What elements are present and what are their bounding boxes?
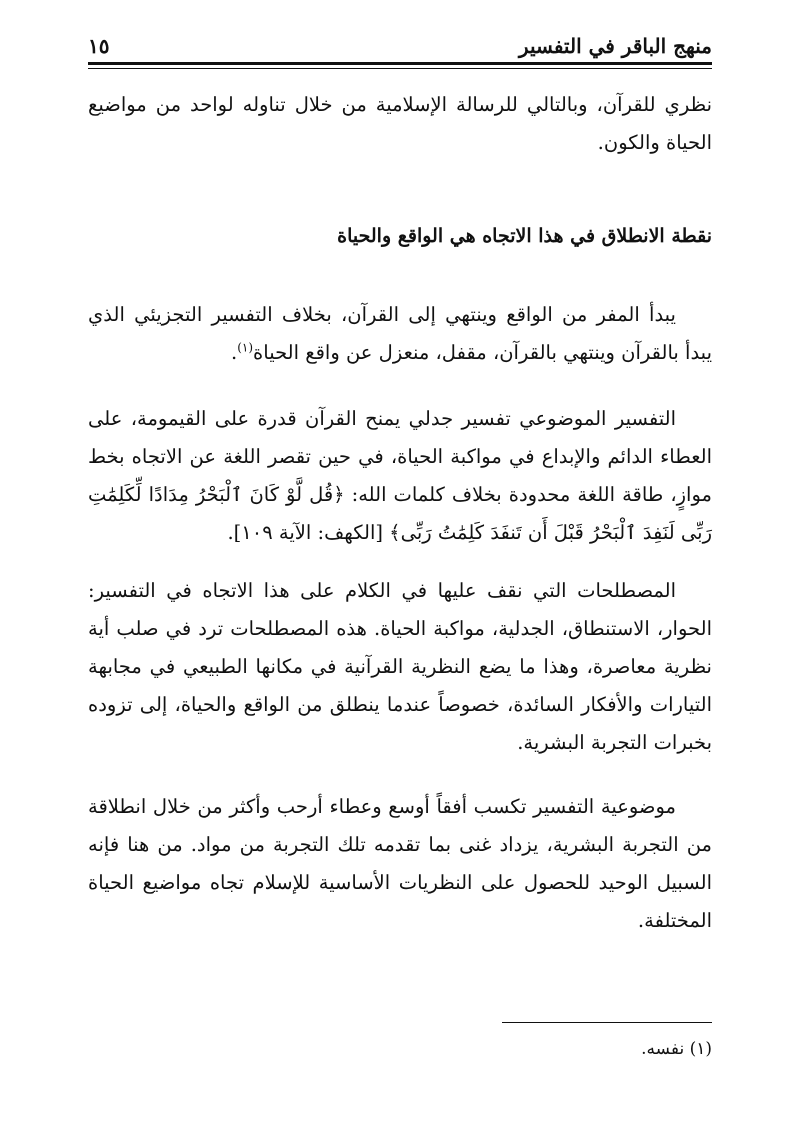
header-rule-thin (88, 68, 712, 69)
paragraph-2: التفسير الموضوعي تفسير جدلي يمنح القرآن قدرة على القيمومة، على العطاء الدائم والإبداع في مواكبة الحياة، في حين تقصر اللغة عن الاتجاه بخط موازٍ، طاقة اللغة محدودة بخلاف كلمات الله: ﴿قُل لَّوْ كَانَ ٱلْبَحْرُ مِدَادًا لِّكَلِمَٰتِ رَبِّى لَنَفِدَ ٱلْبَحْرُ قَبْلَ أَن تَنفَدَ كَلِمَٰتُ رَبِّى﴾ [الكهف: الآية ١٠٩]. (88, 407, 712, 544)
section-heading: نقطة الانطلاق في هذا الاتجاه هي الواقع والحياة (337, 225, 712, 247)
paragraph-4: موضوعية التفسير تكسب أفقاً أوسع وعطاء أرحب وأكثر من خلال انطلاقة من التجربة البشرية، يزداد غنى بما تقدمه تلك التجربة من مواد. من هنا فإنه السبيل الوحيد للحصول على النظريات الأساسية للإسلام تجاه مواضيع الحياة المختلفة. (88, 795, 712, 932)
footnote-marker: (١) (689, 1039, 712, 1059)
running-header-title: منهج الباقر في التفسير (518, 34, 712, 58)
paragraph-1-end: . (231, 341, 238, 364)
footnote-rule (502, 1022, 712, 1023)
intro-paragraph: نظري للقرآن، وبالتالي للرسالة الإسلامية من خلال تناوله لواحد من مواضيع الحياة والكون. (88, 93, 712, 154)
footnote (641, 1036, 712, 1062)
page-number: ١٥ (88, 34, 110, 58)
footnote-reference: (١) (237, 340, 254, 355)
header-rule-thick (88, 62, 712, 65)
paragraph-1-text: يبدأ المفر من الواقع وينتهي إلى القرآن، بخلاف التفسير التجزيئي الذي يبدأ بالقرآن وينتهي بالقرآن، مقفل، منعزل عن واقع الحياة (88, 303, 712, 364)
paragraph-3: المصطلحات التي نقف عليها في الكلام على هذا الاتجاه في التفسير: الحوار، الاستنطاق، الجدلية، مواكبة الحياة. هذه المصطلحات ترد في صلب أية نظرية معاصرة، وهذا ما يضع النظرية القرآنية في مكانها الطبيعي في مجابهة التيارات والأفكار السائدة، خصوصاً عندما ينطلق من الواقع والحياة، إلى تزوده بخبرات التجربة البشرية. (88, 579, 712, 754)
footnote-text: نفسه. (641, 1039, 685, 1059)
running-header (88, 34, 712, 60)
paragraph-1 (88, 296, 712, 372)
